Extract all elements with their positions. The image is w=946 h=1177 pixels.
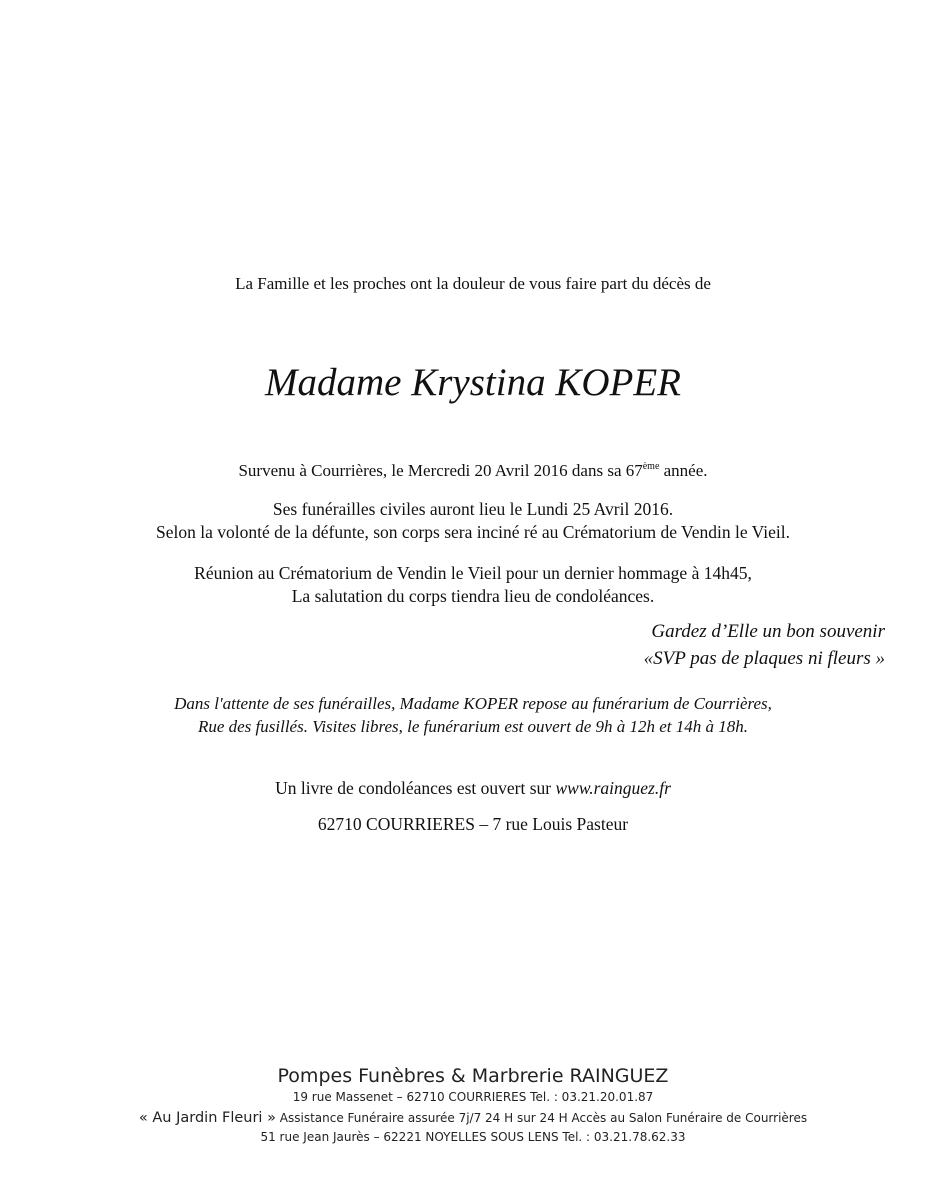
salutation-text: La salutation du corps tiendra lieu de condoléances. xyxy=(291,586,655,606)
deceased-name: Madame Krystina KOPER xyxy=(265,361,681,404)
no-flowers-text: «SVP pas de plaques ni fleurs » xyxy=(643,648,885,669)
company-name: Pompes Funèbres & Marbrerie RAINGUEZ xyxy=(277,1065,669,1087)
visiting-hours-text: Rue des fusillés. Visites libres, le funérarium est ouvert de 9h à 12h et 14h à 18h. xyxy=(197,717,749,736)
family-address: 62710 COURRIERES – 7 rue Louis Pasteur xyxy=(317,814,629,834)
funerarium-text: Dans l'attente de ses funérailles, Madame KOPER repose au funérarium de Courrières, xyxy=(174,694,772,713)
jardin-fleuri-line xyxy=(0,1110,946,1126)
ordinal-suffix: ème xyxy=(642,461,660,472)
condolence-url-link[interactable]: www.rainguez.fr xyxy=(555,778,671,798)
survenu-end: année. xyxy=(659,461,708,480)
condolence-book-text xyxy=(0,778,946,799)
condolence-book-label: Un livre de condoléances est ouvert sur xyxy=(275,778,556,798)
jardin-services: Assistance Funéraire assurée 7j/7 24 H sur 24 H Accès au Salon Funéraire de Courrières xyxy=(275,1111,808,1125)
reunion-text: Réunion au Crématorium de Vendin le Vieil pour un dernier hommage à 14h45, xyxy=(194,563,752,583)
intro-text: La Famille et les proches ont la douleur de vous faire part du décès de xyxy=(235,274,711,293)
company-address: 19 rue Massenet – 62710 COURRIERES Tel. : 03.21.20.01.87 xyxy=(292,1090,654,1104)
death-date-text xyxy=(0,461,946,481)
souvenir-text: Gardez d’Elle un bon souvenir xyxy=(651,621,885,642)
cremation-text: Selon la volonté de la défunte, son corps sera inciné ré au Crématorium de Vendin le Vieil. xyxy=(156,522,790,542)
funeral-date-text: Ses funérailles civiles auront lieu le Lundi 25 Avril 2016. xyxy=(272,499,674,519)
jardin-address: 51 rue Jean Jaurès – 62221 NOYELLES SOUS LENS Tel. : 03.21.78.62.33 xyxy=(260,1130,686,1144)
jardin-fleuri-name: « Au Jardin Fleuri » xyxy=(138,1110,276,1126)
survenu-text: Survenu à Courrières, le Mercredi 20 Avril 2016 dans sa 67 xyxy=(238,461,643,480)
